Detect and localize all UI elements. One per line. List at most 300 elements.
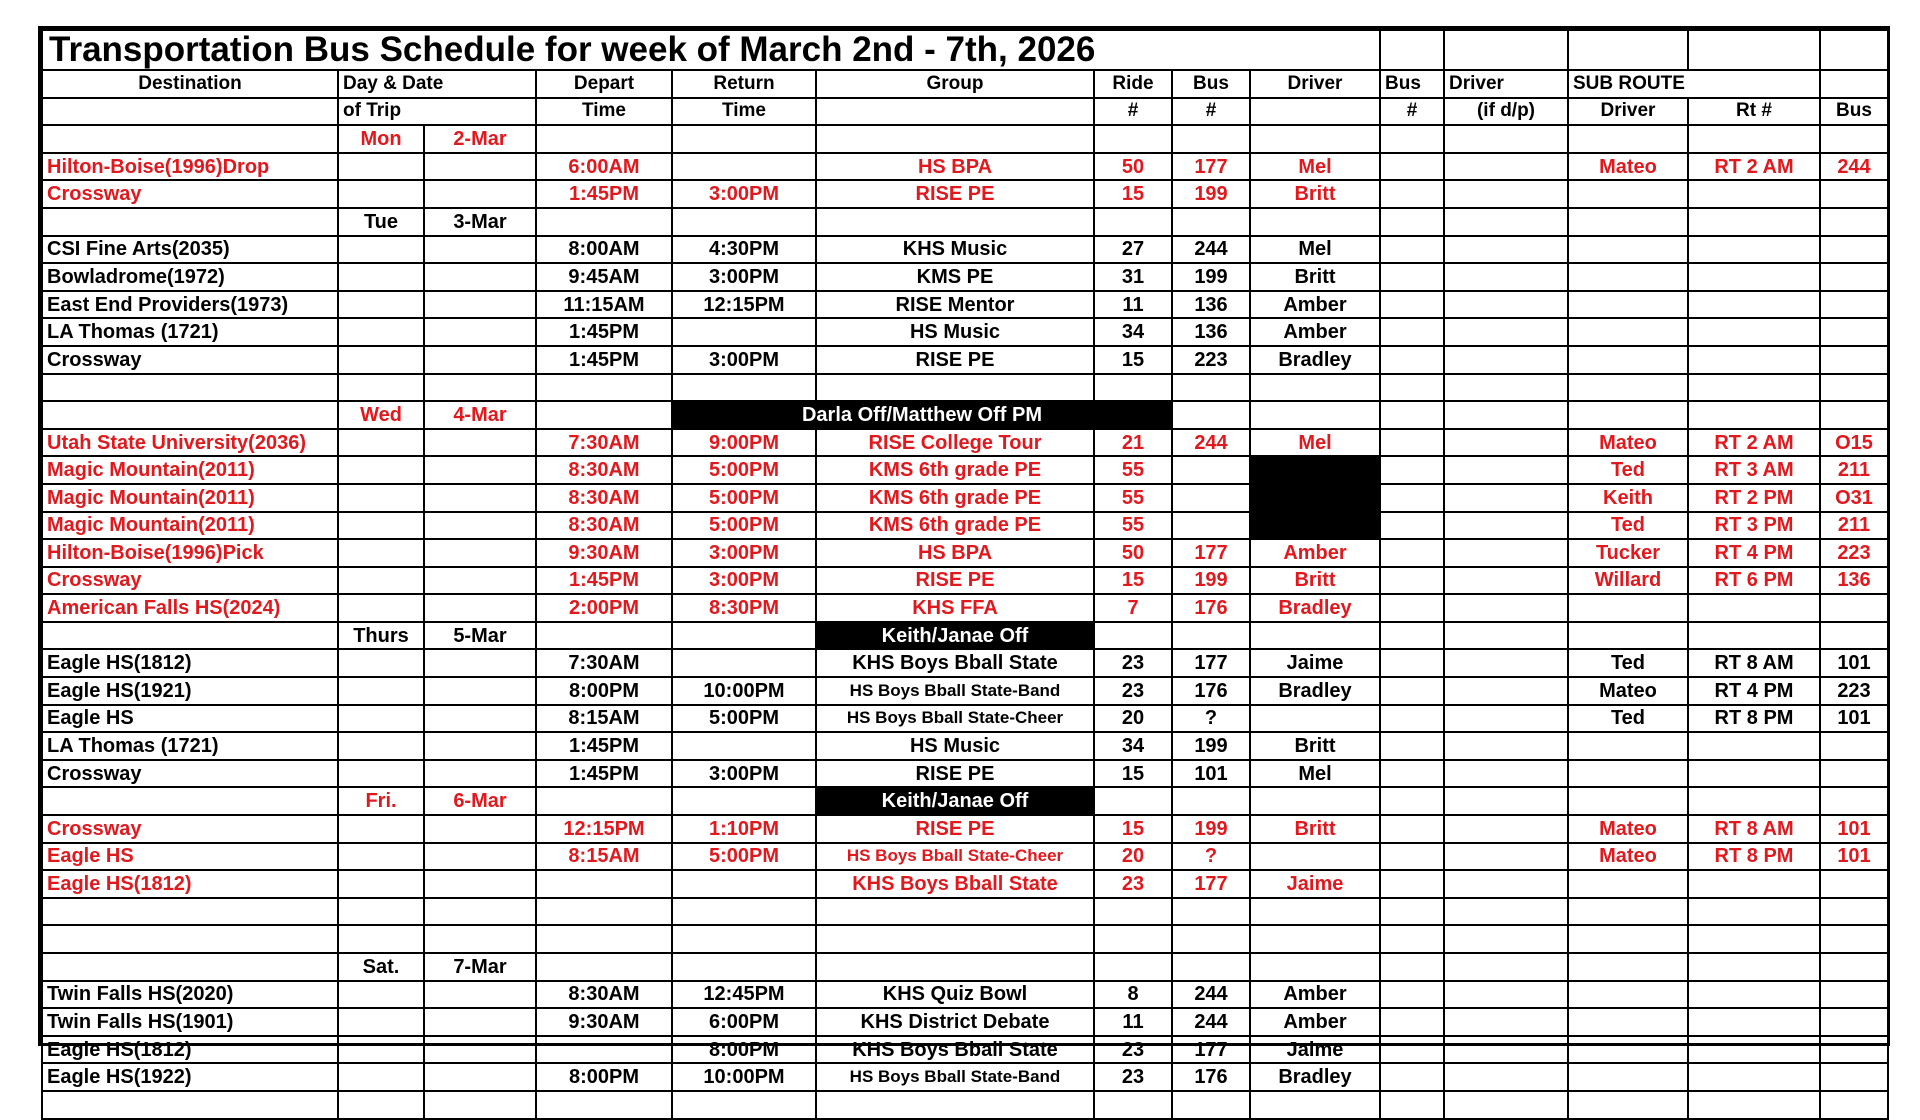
group-cell: RISE PE [816, 760, 1094, 788]
empty-cell [42, 125, 338, 153]
destination-cell: Magic Mountain(2011) [42, 456, 338, 484]
empty-cell [1094, 925, 1172, 953]
return-time-cell: 4:30PM [672, 236, 816, 264]
driver-cell: Britt [1250, 567, 1380, 595]
empty-cell [672, 898, 816, 926]
date-cell [424, 456, 536, 484]
driver-cell [1250, 843, 1380, 871]
ride-count-cell: 34 [1094, 732, 1172, 760]
bus-2-cell [1380, 346, 1444, 374]
depart-time-cell: 8:15AM [536, 705, 672, 733]
day-cell [338, 346, 424, 374]
empty-cell [1250, 208, 1380, 236]
driver-cell [1250, 456, 1380, 484]
destination-cell: Eagle HS(1921) [42, 677, 338, 705]
empty-cell [42, 925, 338, 953]
empty-cell [1172, 208, 1250, 236]
empty-cell [1444, 374, 1568, 402]
bus-2-cell [1380, 843, 1444, 871]
driver-dp-cell [1444, 153, 1568, 181]
empty-cell [536, 787, 672, 815]
driver-dp-cell [1444, 429, 1568, 457]
date-cell [424, 346, 536, 374]
empty-cell [42, 787, 338, 815]
empty-cell [536, 1091, 672, 1119]
empty-cell [816, 953, 1094, 981]
sub-driver-cell [1568, 318, 1688, 346]
driver-cell: Jaime [1250, 649, 1380, 677]
bus-2-cell [1380, 760, 1444, 788]
sub-driver-cell [1568, 236, 1688, 264]
bus-number-cell: 177 [1172, 870, 1250, 898]
day-header-row [42, 787, 1888, 815]
header-return: Return [672, 70, 816, 98]
sub-route-cell: RT 3 AM [1688, 456, 1820, 484]
day-cell [338, 760, 424, 788]
bus-number-cell: 244 [1172, 1008, 1250, 1036]
bus-number-cell: 136 [1172, 291, 1250, 319]
driver-dp-cell [1444, 760, 1568, 788]
empty-cell [672, 787, 816, 815]
driver-dp-cell [1444, 567, 1568, 595]
trip-row [42, 291, 1888, 319]
depart-time-cell: 2:00PM [536, 594, 672, 622]
sub-bus-cell [1820, 594, 1888, 622]
destination-cell: Twin Falls HS(2020) [42, 981, 338, 1009]
day-header-row [42, 208, 1888, 236]
date-cell [424, 649, 536, 677]
bus-number-cell: 176 [1172, 1063, 1250, 1091]
empty-cell [816, 374, 1094, 402]
trip-row [42, 456, 1888, 484]
trip-row [42, 649, 1888, 677]
destination-cell: American Falls HS(2024) [42, 594, 338, 622]
group-cell: RISE PE [816, 567, 1094, 595]
empty-cell [1568, 1091, 1688, 1119]
blank-row [42, 925, 1888, 953]
driver-dp-cell [1444, 732, 1568, 760]
blank-row [42, 898, 1888, 926]
trip-row [42, 677, 1888, 705]
sub-route-cell: RT 2 AM [1688, 429, 1820, 457]
group-cell: HS Boys Bball State-Cheer [816, 843, 1094, 871]
return-time-cell [672, 870, 816, 898]
empty-cell [1094, 1091, 1172, 1119]
header-of-trip: of Trip [338, 98, 536, 126]
depart-time-cell: 12:15PM [536, 815, 672, 843]
sub-bus-cell [1820, 318, 1888, 346]
sub-route-cell [1688, 263, 1820, 291]
empty-cell [1444, 401, 1568, 429]
destination-cell: Magic Mountain(2011) [42, 512, 338, 540]
empty-cell [1444, 787, 1568, 815]
day-header-row [42, 953, 1888, 981]
driver-dp-cell [1444, 484, 1568, 512]
sub-bus-cell [1820, 291, 1888, 319]
sub-route-cell: RT 8 AM [1688, 815, 1820, 843]
header-depart-time: Time [536, 98, 672, 126]
empty-cell [1172, 787, 1250, 815]
driver-dp-cell [1444, 843, 1568, 871]
ride-count-cell: 15 [1094, 346, 1172, 374]
bus-number-cell: 176 [1172, 594, 1250, 622]
empty-cell [42, 208, 338, 236]
driver-dp-cell [1444, 263, 1568, 291]
header-driver: Driver [1250, 70, 1380, 98]
sub-route-cell [1688, 870, 1820, 898]
sub-bus-cell [1820, 981, 1888, 1009]
bus-number-cell: 199 [1172, 180, 1250, 208]
bus-2-cell [1380, 815, 1444, 843]
empty-cell [1380, 898, 1444, 926]
depart-time-cell: 8:00PM [536, 1063, 672, 1091]
destination-cell: Hilton-Boise(1996)Drop [42, 153, 338, 181]
sub-driver-cell [1568, 981, 1688, 1009]
destination-cell: CSI Fine Arts(2035) [42, 236, 338, 264]
return-time-cell [672, 153, 816, 181]
sub-route-cell [1688, 760, 1820, 788]
group-cell: HS Music [816, 318, 1094, 346]
header-rt-num: Rt # [1688, 98, 1820, 126]
empty-cell [1444, 953, 1568, 981]
group-cell: KMS 6th grade PE [816, 484, 1094, 512]
group-cell: KHS Boys Bball State [816, 870, 1094, 898]
empty-cell [1820, 401, 1888, 429]
sub-bus-cell: O15 [1820, 429, 1888, 457]
driver-cell: Mel [1250, 236, 1380, 264]
group-cell: HS Boys Bball State-Band [816, 677, 1094, 705]
empty-cell [1380, 401, 1444, 429]
trip-row [42, 484, 1888, 512]
date-label: 2-Mar [424, 125, 536, 153]
destination-cell: Crossway [42, 180, 338, 208]
day-cell [338, 1008, 424, 1036]
destination-cell: Crossway [42, 760, 338, 788]
ride-count-cell: 31 [1094, 263, 1172, 291]
bus-2-cell [1380, 1063, 1444, 1091]
driver-dp-cell [1444, 291, 1568, 319]
sub-bus-cell: 101 [1820, 815, 1888, 843]
ride-count-cell: 15 [1094, 567, 1172, 595]
empty-cell [1094, 208, 1172, 236]
return-time-cell: 12:15PM [672, 291, 816, 319]
empty-cell [1568, 622, 1688, 650]
trip-row [42, 153, 1888, 181]
empty-cell [672, 953, 816, 981]
return-time-cell: 8:00PM [672, 1036, 816, 1064]
trip-row [42, 760, 1888, 788]
return-time-cell: 12:45PM [672, 981, 816, 1009]
depart-time-cell: 8:30AM [536, 512, 672, 540]
group-cell: KHS Boys Bball State [816, 649, 1094, 677]
trip-row [42, 732, 1888, 760]
sub-driver-cell [1568, 870, 1688, 898]
day-note-banner: Keith/Janae Off [816, 622, 1094, 650]
bus-number-cell: 177 [1172, 649, 1250, 677]
group-cell: KHS District Debate [816, 1008, 1094, 1036]
return-time-cell: 10:00PM [672, 677, 816, 705]
empty-cell [816, 925, 1094, 953]
empty-cell [1568, 125, 1688, 153]
sub-driver-cell: Keith [1568, 484, 1688, 512]
date-cell [424, 815, 536, 843]
empty-cell [338, 374, 424, 402]
empty-cell [1688, 622, 1820, 650]
return-time-cell: 1:10PM [672, 815, 816, 843]
empty-cell [424, 925, 536, 953]
date-label: 6-Mar [424, 787, 536, 815]
depart-time-cell: 1:45PM [536, 760, 672, 788]
return-time-cell: 9:00PM [672, 429, 816, 457]
group-cell: KMS PE [816, 263, 1094, 291]
empty-cell [1820, 898, 1888, 926]
return-time-cell [672, 318, 816, 346]
bus-2-cell [1380, 567, 1444, 595]
return-time-cell: 5:00PM [672, 843, 816, 871]
driver-cell [1250, 705, 1380, 733]
return-time-cell [672, 732, 816, 760]
sub-bus-cell [1820, 1063, 1888, 1091]
day-label: Wed [338, 401, 424, 429]
sub-route-cell: RT 4 PM [1688, 539, 1820, 567]
sub-route-cell: RT 4 PM [1688, 677, 1820, 705]
sub-bus-cell [1820, 263, 1888, 291]
sub-route-cell: RT 2 PM [1688, 484, 1820, 512]
bus-2-cell [1380, 484, 1444, 512]
day-cell [338, 180, 424, 208]
empty-cell [1380, 1091, 1444, 1119]
header-bus-num: # [1172, 98, 1250, 126]
trip-row [42, 539, 1888, 567]
day-cell [338, 649, 424, 677]
return-time-cell: 3:00PM [672, 180, 816, 208]
empty-cell [1380, 622, 1444, 650]
driver-cell: Bradley [1250, 594, 1380, 622]
destination-cell: Eagle HS(1812) [42, 1036, 338, 1064]
empty-cell [1568, 401, 1688, 429]
empty-cell [1820, 787, 1888, 815]
destination-cell: Crossway [42, 815, 338, 843]
destination-cell: Utah State University(2036) [42, 429, 338, 457]
group-cell: KHS FFA [816, 594, 1094, 622]
sub-bus-cell: 101 [1820, 843, 1888, 871]
day-cell [338, 732, 424, 760]
return-time-cell: 5:00PM [672, 456, 816, 484]
sub-route-cell [1688, 346, 1820, 374]
trip-row [42, 705, 1888, 733]
sub-route-cell [1688, 180, 1820, 208]
empty-cell [424, 1091, 536, 1119]
empty-cell [1820, 953, 1888, 981]
empty-cell [1444, 622, 1568, 650]
trip-row [42, 236, 1888, 264]
day-cell [338, 677, 424, 705]
sub-route-cell [1688, 291, 1820, 319]
bus-2-cell [1380, 456, 1444, 484]
day-cell [338, 153, 424, 181]
header-day-date: Day & Date [338, 70, 536, 98]
bus-2-cell [1380, 291, 1444, 319]
trip-row [42, 346, 1888, 374]
driver-cell: Amber [1250, 981, 1380, 1009]
sub-driver-cell [1568, 346, 1688, 374]
empty-cell [1568, 925, 1688, 953]
empty-cell [1380, 787, 1444, 815]
empty-cell [672, 125, 816, 153]
date-cell [424, 843, 536, 871]
header-ride-num: # [1094, 98, 1172, 126]
sub-driver-cell [1568, 291, 1688, 319]
bus-2-cell [1380, 705, 1444, 733]
driver-dp-cell [1444, 594, 1568, 622]
bus-2-cell [1380, 512, 1444, 540]
date-cell [424, 594, 536, 622]
driver-cell: Mel [1250, 429, 1380, 457]
depart-time-cell: 1:45PM [536, 567, 672, 595]
ride-count-cell: 50 [1094, 153, 1172, 181]
bus-2-cell [1380, 180, 1444, 208]
sub-bus-cell [1820, 1008, 1888, 1036]
empty-cell [1172, 925, 1250, 953]
bus-number-cell: 176 [1172, 677, 1250, 705]
ride-count-cell: 50 [1094, 539, 1172, 567]
ride-count-cell: 15 [1094, 815, 1172, 843]
trip-row [42, 1063, 1888, 1091]
driver-cell [1250, 512, 1380, 540]
depart-time-cell: 1:45PM [536, 732, 672, 760]
destination-cell: Crossway [42, 567, 338, 595]
header-driver-2: Driver [1444, 70, 1568, 98]
destination-cell: LA Thomas (1721) [42, 318, 338, 346]
bus-2-cell [1380, 1036, 1444, 1064]
date-cell [424, 1036, 536, 1064]
date-label: 7-Mar [424, 953, 536, 981]
ride-count-cell: 27 [1094, 236, 1172, 264]
bus-number-cell: 177 [1172, 1036, 1250, 1064]
empty-cell [1250, 401, 1380, 429]
destination-cell: Crossway [42, 346, 338, 374]
bus-schedule-sheet [38, 26, 1890, 1089]
day-cell [338, 318, 424, 346]
depart-time-cell: 11:15AM [536, 291, 672, 319]
empty-cell [1380, 208, 1444, 236]
depart-time-cell: 7:30AM [536, 429, 672, 457]
driver-dp-cell [1444, 677, 1568, 705]
empty-cell [1444, 898, 1568, 926]
empty-cell [1444, 125, 1568, 153]
day-header-row [42, 125, 1888, 153]
empty-cell [536, 953, 672, 981]
bus-number-cell: ? [1172, 843, 1250, 871]
title-row [42, 30, 1888, 70]
empty-cell [1094, 953, 1172, 981]
ride-count-cell: 20 [1094, 843, 1172, 871]
day-label: Mon [338, 125, 424, 153]
group-cell: KHS Quiz Bowl [816, 981, 1094, 1009]
blank-row [42, 374, 1888, 402]
date-cell [424, 705, 536, 733]
day-cell [338, 263, 424, 291]
return-time-cell: 3:00PM [672, 263, 816, 291]
sub-bus-cell: 211 [1820, 456, 1888, 484]
date-cell [424, 512, 536, 540]
bus-number-cell: 244 [1172, 429, 1250, 457]
empty-cell [1444, 1091, 1568, 1119]
date-cell [424, 291, 536, 319]
return-time-cell: 3:00PM [672, 539, 816, 567]
empty-cell [1094, 374, 1172, 402]
driver-cell: Britt [1250, 732, 1380, 760]
bus-number-cell: 223 [1172, 346, 1250, 374]
destination-cell: Eagle HS(1812) [42, 649, 338, 677]
empty-cell [1688, 374, 1820, 402]
day-cell [338, 815, 424, 843]
empty-cell [42, 1091, 338, 1119]
day-cell [338, 870, 424, 898]
sub-driver-cell: Willard [1568, 567, 1688, 595]
driver-dp-cell [1444, 1063, 1568, 1091]
sub-driver-cell: Tucker [1568, 539, 1688, 567]
day-cell [338, 567, 424, 595]
sub-route-cell: RT 3 PM [1688, 512, 1820, 540]
day-label: Sat. [338, 953, 424, 981]
header-sub-bus: Bus [1820, 98, 1888, 126]
date-label: 3-Mar [424, 208, 536, 236]
empty-cell [816, 898, 1094, 926]
trip-row [42, 843, 1888, 871]
driver-cell: Mel [1250, 760, 1380, 788]
bus-2-cell [1380, 870, 1444, 898]
date-cell [424, 153, 536, 181]
date-cell [424, 318, 536, 346]
trip-row [42, 180, 1888, 208]
sub-bus-cell [1820, 236, 1888, 264]
driver-dp-cell [1444, 815, 1568, 843]
empty-cell [672, 374, 816, 402]
header-bus: Bus [1172, 70, 1250, 98]
empty-cell [1820, 622, 1888, 650]
empty-cell [1172, 125, 1250, 153]
empty-cell [1172, 622, 1250, 650]
depart-time-cell: 9:45AM [536, 263, 672, 291]
empty-cell [1380, 953, 1444, 981]
sub-route-cell: RT 6 PM [1688, 567, 1820, 595]
depart-time-cell: 1:45PM [536, 346, 672, 374]
group-cell: HS Boys Bball State-Band [816, 1063, 1094, 1091]
day-cell [338, 1036, 424, 1064]
date-cell [424, 429, 536, 457]
ride-count-cell: 20 [1094, 705, 1172, 733]
ride-count-cell: 34 [1094, 318, 1172, 346]
trip-row [42, 318, 1888, 346]
empty-cell [1444, 208, 1568, 236]
empty-cell [1094, 898, 1172, 926]
date-cell [424, 981, 536, 1009]
driver-dp-cell [1444, 539, 1568, 567]
day-cell [338, 539, 424, 567]
empty-cell [1172, 1091, 1250, 1119]
header-if-dp: (if d/p) [1444, 98, 1568, 126]
destination-cell: Eagle HS [42, 843, 338, 871]
group-cell: HS Music [816, 732, 1094, 760]
sub-driver-cell [1568, 1036, 1688, 1064]
empty-cell [536, 898, 672, 926]
group-cell: RISE PE [816, 180, 1094, 208]
group-cell: RISE Mentor [816, 291, 1094, 319]
bus-2-cell [1380, 429, 1444, 457]
group-cell: HS BPA [816, 539, 1094, 567]
empty-cell [536, 401, 672, 429]
